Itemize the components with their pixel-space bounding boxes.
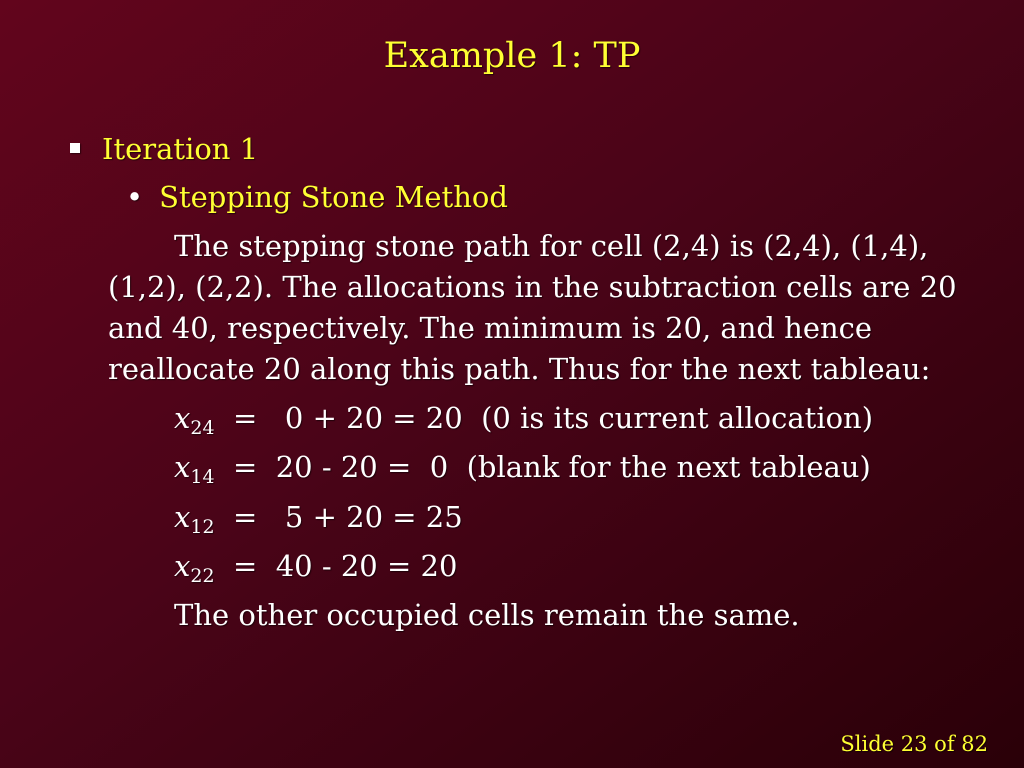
sub-bullet-item xyxy=(126,178,508,216)
equation-expression: = 5 + 20 = 25 xyxy=(214,500,463,534)
equation-x24 xyxy=(174,398,873,438)
equation-variable: x xyxy=(174,549,191,583)
equation-expression: = 0 + 20 = 20 (0 is its current allocation) xyxy=(214,401,874,435)
equation-x14 xyxy=(174,447,871,487)
equation-variable: x xyxy=(174,450,191,484)
equation-expression: = 40 - 20 = 20 xyxy=(214,549,458,583)
equation-subscript: 24 xyxy=(190,417,215,439)
equation-subscript: 12 xyxy=(190,516,215,538)
equation-expression: = 20 - 20 = 0 (blank for the next tableau) xyxy=(214,450,871,484)
slide-number: Slide 23 of 82 xyxy=(840,732,988,756)
equation-subscript: 14 xyxy=(190,466,215,488)
paragraph-text: The stepping stone path for cell (2,4) is (2,4), (1,4), (1,2), (2,2). The allocations in the subtraction cells are 20 and 40, respectively. The minimum is 20, and hence reallocate 20 along this path. Thus for the next tableau: xyxy=(108,229,957,386)
round-bullet-icon: • xyxy=(126,180,144,214)
square-bullet-icon xyxy=(70,143,80,153)
body-paragraph xyxy=(108,226,978,390)
bullet-label: Iteration 1 xyxy=(102,132,259,166)
slide-title: Example 1: TP xyxy=(383,36,641,76)
equation-variable: x xyxy=(174,401,191,435)
equation-variable: x xyxy=(174,500,191,534)
closing-text: The other occupied cells remain the same. xyxy=(174,598,800,632)
equation-subscript: 22 xyxy=(190,565,215,587)
sub-bullet-label: Stepping Stone Method xyxy=(159,180,508,214)
equation-x12 xyxy=(174,497,463,537)
bullet-item xyxy=(70,130,258,168)
equation-x22 xyxy=(174,546,457,586)
